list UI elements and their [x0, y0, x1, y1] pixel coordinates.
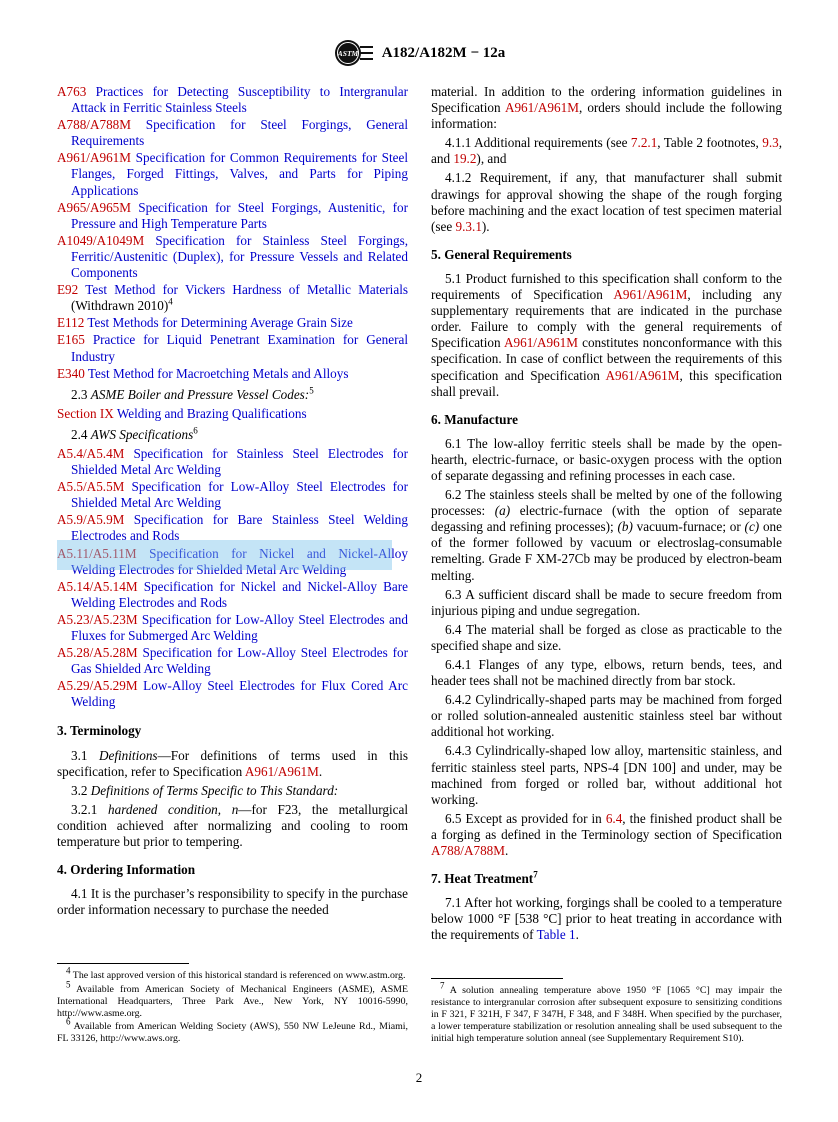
doc-link-blue[interactable]: Practice for Liquid Penetrant Examination for General Industry	[71, 332, 408, 364]
text-segment: hardened condition, n	[108, 801, 239, 817]
text-segment: 3.2.1	[71, 801, 109, 817]
text-segment: , this specification shall prevail.	[431, 367, 782, 399]
text-segment: 6.5 Except as provided for in	[445, 810, 606, 826]
text-segment: Available from American Welding Society (AWS), 550 NW LeJeune Rd., Miami, FL 33126, http://www.aws.org.	[57, 1020, 408, 1044]
doc-link-red[interactable]: 9.3.1	[455, 218, 482, 234]
text-segment: Definitions of Terms Specific to This Standard:	[90, 782, 339, 798]
doc-link-red[interactable]: A961/A961M	[503, 335, 578, 351]
doc-link-blue[interactable]: Practices for Detecting Susceptibility to Intergranular Attack in Ferritic Stainless Steels	[71, 84, 408, 116]
doc-link-blue[interactable]: Test Method for Vickers Hardness of Metallic Materials	[78, 282, 408, 298]
section-6-heading: 6. Manufacture	[431, 411, 518, 427]
text-segment: 6.4.1 Flanges of any type, elbows, return bends, tees, and header tees shall not be machined directly from bar stock.	[431, 657, 782, 689]
superscript: 7	[533, 869, 538, 880]
doc-link-red[interactable]: A5.9/A5.9M	[57, 512, 125, 528]
text-segment: 6.4.2 Cylindrically-shaped parts may be machined from forged or rolled solution-annealed austenitic stainless steel bar without additional hot working.	[431, 692, 782, 740]
doc-link-blue[interactable]: Specification for Low-Alloy Steel Electrodes and Fluxes for Submerged Arc Welding	[71, 611, 408, 643]
svg-text:ASTM: ASTM	[337, 49, 358, 58]
footnote-list-right	[431, 980, 782, 1045]
doc-link-blue[interactable]: Specification for Low-Alloy Steel Electrodes for Shielded Metal Arc Welding	[71, 479, 408, 511]
paragraph-4-1	[57, 886, 408, 918]
text-segment: A solution annealing temperature above 1950 °F [1065 °C] may impair the resistance to intergranular corrosion after subsequent exposure to sensitizing conditions in F 321, F 321H, F 347, F 347H, F 348, and F 348H. When specified by the purchaser, a lower temperature stabilization or resolution annealing shall be used subsequent to the initial high temperature solution anneal (see Supplementary Requirement S10).	[431, 984, 782, 1044]
text-segment: .	[318, 763, 323, 779]
superscript: 5	[66, 979, 71, 990]
superscript: 6	[193, 425, 198, 436]
doc-link-red[interactable]: A5.4/A5.4M	[57, 445, 125, 461]
text-segment: 4.1 It is the purchaser’s responsibility to specify in the purchase order information necessary to purchase the needed	[57, 886, 408, 918]
asme-reference-list	[57, 406, 408, 423]
reference-item	[57, 84, 408, 116]
doc-link-red[interactable]: A788/A788M	[57, 117, 131, 133]
text-segment: electric-furnace (with the option of separate degassing and refining processes);	[431, 503, 782, 535]
doc-link-red[interactable]: A961/A961M	[244, 763, 319, 779]
text-segment: 7. Heat Treatment	[431, 871, 534, 887]
text-segment: (b)	[617, 519, 633, 535]
doc-link-blue[interactable]: Table 1	[536, 927, 576, 943]
two-column-body	[57, 84, 782, 1046]
section-7-heading	[431, 871, 782, 887]
footnote-list-left	[57, 966, 408, 1045]
reference-item	[57, 117, 408, 149]
text-segment: ASME Boiler and Pressure Vessel Codes:	[90, 386, 310, 402]
text-segment: 4.1.2 Requirement, if any, that manufacturer shall submit drawings for approval showing the shape of the rough forging before machining and the exact location of test specimen material (see	[431, 170, 782, 234]
doc-link-red[interactable]: A5.14/A5.14M	[57, 578, 138, 594]
doc-link-red[interactable]: A5.23/A5.23M	[57, 611, 138, 627]
doc-link-red[interactable]: E165	[57, 332, 85, 348]
page-header	[0, 38, 838, 68]
text-segment: 6.1 The low-alloy ferritic steels shall be made by the open-hearth, electric-furnace, or basic-oxygen process with the option of separate degassing and refining processes in each case.	[431, 435, 782, 483]
aws-reference-item	[57, 645, 408, 677]
paragraph-3-2-1	[57, 802, 408, 850]
doc-link-blue[interactable]: Specification for Steel Forgings, General Requirements	[71, 117, 408, 149]
doc-link-blue[interactable]: Test Method for Macroetching Metals and Alloys	[84, 365, 349, 381]
doc-link-red[interactable]: 19.2	[453, 151, 477, 167]
doc-link-red[interactable]: A5.29/A5.29M	[57, 678, 138, 694]
paragraph-4-1-continued	[431, 84, 782, 132]
text-segment: 6.3 A sufficient discard shall be made to secure freedom from injurious piping and undue segregation.	[431, 586, 782, 618]
reference-item	[57, 233, 408, 281]
footnote	[57, 979, 408, 1020]
doc-link-red[interactable]: A5.5/A5.5M	[57, 479, 125, 495]
page-number: 2	[415, 1069, 423, 1085]
reference-item	[57, 282, 408, 314]
doc-link-blue[interactable]: Test Methods for Determining Average Grain Size	[84, 315, 353, 331]
section-2-4-heading	[57, 427, 408, 443]
doc-link-blue[interactable]: Specification for Nickel and Nickel-Alloy Welding Electrodes for Shielded Metal Arc Welding	[71, 545, 408, 577]
text-segment: 7.1 After hot working, forgings shall be cooled to a temperature below 1000 °F [538 °C] prior to heat treating in accordance with the requirements of	[431, 895, 782, 943]
paragraph-6-4-1	[431, 657, 782, 689]
doc-link-blue[interactable]: Specification for Stainless Steel Electrodes for Shielded Metal Arc Welding	[71, 445, 408, 478]
text-segment: 2.4	[71, 426, 91, 442]
doc-link-red[interactable]: A5.11/A5.11M	[57, 545, 137, 561]
section-5-heading: 5. General Requirements	[431, 246, 572, 262]
text-segment: , the finished product shall be a forging as defined in the Terminology section of Specification	[431, 810, 782, 842]
text-segment: Available from American Society of Mechanical Engineers (ASME), ASME International Headquarters, Three Park Ave., New York, NY 10016-5990, http://www.asme.org.	[57, 983, 408, 1019]
doc-link-red[interactable]: A763	[57, 84, 87, 99]
aws-reference-item	[57, 479, 408, 511]
footnote-rule	[431, 978, 563, 979]
paragraph-4-1-1	[431, 135, 782, 167]
paragraph-7-1	[431, 895, 782, 943]
text-segment: constitutes nonconformance with this specification. In case of conflict between the requirements of this specification and Specification	[431, 335, 782, 383]
text-segment: 2.3	[71, 386, 91, 402]
doc-link-blue[interactable]: Specification for Common Requirements for Steel Flanges, Forged Fittings, Valves, and Parts for Piping Applications	[71, 150, 408, 198]
text-segment: vacuum-furnace; or	[632, 519, 745, 535]
reference-list	[57, 84, 408, 383]
superscript: 4	[66, 966, 71, 977]
doc-link-red[interactable]: Section IX	[57, 405, 114, 421]
aws-reference-list	[57, 446, 408, 712]
text-segment: (a)	[494, 503, 511, 519]
asme-reference-item	[57, 406, 408, 422]
paragraph-6-5	[431, 811, 782, 859]
doc-link-red[interactable]: A5.28/A5.28M	[57, 645, 138, 661]
text-segment: .	[575, 927, 579, 943]
text-segment: —for F23, the metallurgical condition achieved after normalizing and cooling to room temperature but prior to tempering.	[57, 801, 409, 850]
reference-item	[57, 366, 408, 382]
text-segment: ), and	[476, 151, 507, 167]
doc-link-red[interactable]: A965/A965M	[57, 199, 131, 215]
section-2-3-heading	[57, 387, 408, 403]
paragraph-6-2	[431, 487, 782, 584]
paragraph-3-1	[57, 748, 408, 780]
doc-link-red[interactable]: A961/A961M	[504, 100, 579, 116]
right-column	[431, 84, 782, 1046]
doc-link-red[interactable]: 6.4	[605, 810, 623, 826]
text-segment: 3.1	[71, 747, 99, 763]
aws-reference-item	[57, 678, 408, 710]
footnote-rule	[57, 963, 189, 964]
paragraph-6-1	[431, 436, 782, 484]
doc-link-blue[interactable]: Specification for Low-Alloy Steel Electrodes for Gas Shielded Arc Welding	[71, 645, 408, 677]
text-segment: (Withdrawn 2010)	[71, 298, 169, 314]
text-segment: , including any supplementary requirements that are indicated in the purchase order. Failure to comply with the general requirements of Specification	[431, 287, 782, 351]
reference-item	[57, 200, 408, 232]
paragraph-3-2	[57, 783, 408, 799]
text-segment: ).	[481, 218, 490, 234]
text-segment: .	[505, 843, 509, 859]
text-segment: —For definitions of terms used in this specification, refer to Specification	[57, 747, 409, 779]
aws-reference-item	[57, 446, 408, 478]
paragraph-6-4-2	[431, 692, 782, 740]
text-segment: , and	[431, 135, 782, 167]
doc-link-red[interactable]: 9.3	[762, 135, 779, 151]
doc-link-red[interactable]: A788/A788M	[431, 843, 505, 859]
text-segment: material. In addition to the ordering information guidelines in Specification	[431, 84, 782, 116]
doc-link-red[interactable]: 7.2.1	[630, 135, 658, 151]
text-segment: , orders should include the following information:	[431, 100, 782, 132]
section-3-heading: 3. Terminology	[57, 723, 142, 739]
text-segment: 6.4.3 Cylindrically-shaped low alloy, martensitic stainless, and ferritic stainless steel parts, NPS-4 [DN 100] and under, may be machined from forged or rolled bar, without additional hot working.	[431, 743, 782, 807]
doc-link-red[interactable]: E92	[57, 282, 79, 298]
text-segment: , Table 2 footnotes,	[657, 135, 763, 151]
footnote	[57, 966, 408, 982]
reference-item	[57, 150, 408, 198]
text-segment: 6.2 The stainless steels shall be melted by one of the following processes:	[431, 487, 782, 519]
text-segment: Definitions	[98, 747, 158, 763]
text-segment: 3.2	[71, 782, 91, 798]
reference-item	[57, 315, 408, 331]
text-segment: 5.1 Product furnished to this specification shall conform to the requirements of Specification	[431, 270, 782, 303]
doc-link-blue[interactable]: Specification for Steel Forgings, Austenitic, for Pressure and High Temperature Parts	[71, 199, 408, 231]
doc-link-blue[interactable]: Specification for Nickel and Nickel-Alloy Bare Welding Electrodes and Rods	[71, 578, 408, 610]
aws-reference-item	[57, 546, 408, 578]
text-segment: 6.4 The material shall be forged as close as practicable to the specified shape and size.	[431, 621, 782, 653]
paragraph-6-4-3	[431, 743, 782, 807]
doc-link-blue[interactable]: Specification for Stainless Steel Forgings, Ferritic/Austenitic (Duplex), for Pressure Vessels and Related Components	[71, 232, 408, 281]
paragraph-4-1-2	[431, 170, 782, 234]
left-column	[57, 84, 408, 1046]
doc-link-red[interactable]: A961/A961M	[605, 367, 680, 383]
text-segment: The last approved version of this historical standard is referenced on www.astm.org.	[70, 970, 406, 982]
doc-code-title: A182/A182M − 12a	[381, 44, 506, 61]
superscript: 7	[440, 980, 445, 991]
superscript: 4	[168, 296, 173, 307]
paragraph-6-3	[431, 587, 782, 619]
aws-reference-item	[57, 512, 408, 544]
superscript: 5	[309, 385, 314, 396]
doc-link-blue[interactable]: Welding and Brazing Qualifications	[113, 405, 307, 421]
doc-link-red[interactable]: A961/A961M	[613, 287, 688, 303]
paragraph-6-4	[431, 622, 782, 654]
section-4-heading: 4. Ordering Information	[57, 862, 196, 878]
doc-link-red[interactable]: A961/A961M	[57, 150, 131, 166]
paragraph-5-1	[431, 271, 782, 400]
footnote	[431, 980, 782, 1045]
text-segment: AWS Specifications	[90, 426, 194, 442]
doc-link-red[interactable]: E340	[57, 365, 85, 381]
doc-link-red[interactable]: E112	[57, 315, 85, 331]
left-footnotes	[57, 955, 408, 1046]
text-segment: one of the former followed by vacuum or electroslag-consumable remelting. Grade F XM-27Cb may be produced by electron-beam melting.	[431, 519, 783, 583]
text-segment: (c)	[744, 519, 760, 535]
reference-item	[57, 332, 408, 364]
superscript: 6	[66, 1016, 71, 1027]
aws-reference-item	[57, 579, 408, 611]
doc-link-blue[interactable]: Low-Alloy Steel Electrodes for Flux Cored Arc Welding	[71, 678, 408, 710]
text-segment: 4.1.1 Additional requirements (see	[445, 135, 631, 151]
aws-reference-item	[57, 612, 408, 644]
right-footnotes	[431, 970, 782, 1046]
doc-link-blue[interactable]: Specification for Bare Stainless Steel Welding Electrodes and Rods	[71, 512, 408, 544]
footnote	[57, 1016, 408, 1045]
doc-link-red[interactable]: A1049/A1049M	[57, 232, 145, 248]
astm-logo-icon	[333, 38, 375, 68]
